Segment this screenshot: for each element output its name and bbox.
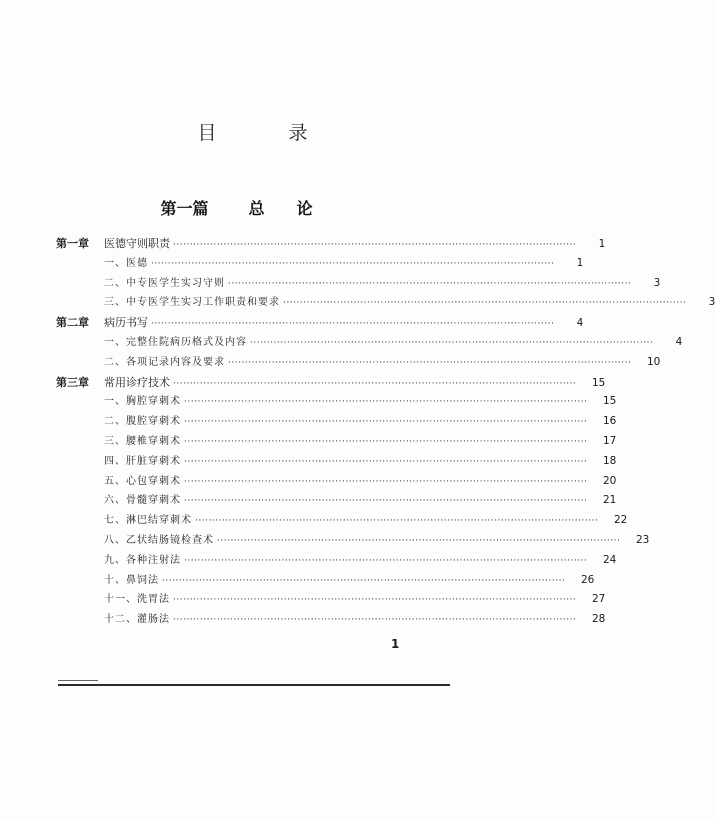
part-ordinal: 第一篇 bbox=[160, 199, 209, 218]
toc-page-number: 22 bbox=[613, 514, 628, 527]
toc-section-row bbox=[56, 353, 661, 373]
toc-page-number: 3 bbox=[708, 296, 715, 309]
footer-rule bbox=[58, 684, 450, 686]
toc-chapter-label: 第一章 bbox=[56, 237, 89, 250]
toc-chapter-label: 第三章 bbox=[56, 375, 89, 389]
toc-page-number: 16 bbox=[602, 415, 617, 428]
divider-short bbox=[58, 680, 98, 681]
toc-page-number: 28 bbox=[591, 613, 606, 626]
page-number: 1 bbox=[391, 637, 400, 651]
toc-section-row bbox=[56, 610, 606, 630]
heading-char-2: 录 bbox=[288, 122, 380, 144]
toc-leader-dots: ························································································································ bbox=[184, 496, 588, 507]
toc-section-row bbox=[56, 472, 617, 492]
toc-page-number: 15 bbox=[591, 376, 606, 389]
toc-page-number: 24 bbox=[602, 553, 617, 566]
toc-page-number: 10 bbox=[646, 355, 661, 368]
table-of-contents bbox=[56, 234, 715, 630]
toc-leader-dots: ························································································································ bbox=[250, 337, 654, 348]
toc-leader-dots: ························································································································ bbox=[228, 278, 632, 289]
toc-section-row bbox=[56, 551, 617, 571]
toc-entry-title: 三、腰椎穿刺术 bbox=[104, 435, 181, 447]
toc-entry-title: 二、各项记录内容及要求 bbox=[104, 356, 225, 368]
toc-entry-title: 九、各种注射法 bbox=[104, 554, 181, 566]
toc-chapter-label: 第二章 bbox=[56, 316, 89, 330]
toc-page-number: 21 bbox=[602, 494, 617, 507]
toc-leader-dots: ························································································································ bbox=[184, 397, 588, 408]
toc-page-number: 1 bbox=[598, 238, 606, 250]
toc-leader-dots: ························································································································ bbox=[173, 240, 577, 250]
part-title bbox=[0, 196, 505, 219]
toc-entry-title: 六、骨髓穿刺术 bbox=[104, 495, 181, 507]
toc-page-number: 27 bbox=[591, 593, 606, 606]
toc-section-row bbox=[56, 392, 617, 412]
toc-chapter-row bbox=[56, 373, 606, 393]
toc-entry-title: 病历书写 bbox=[104, 316, 148, 330]
toc-leader-dots: ························································································································ bbox=[173, 595, 577, 606]
toc-leader-dots: ························································································································ bbox=[184, 476, 588, 487]
page-heading bbox=[0, 118, 505, 145]
toc-leader-dots: ························································································································ bbox=[217, 535, 621, 546]
toc-section-row bbox=[56, 254, 584, 274]
toc-page-number: 17 bbox=[602, 434, 617, 447]
toc-section-row bbox=[56, 590, 606, 610]
toc-entry-title: 十、鼻饲法 bbox=[104, 574, 159, 586]
toc-page-number: 4 bbox=[576, 317, 584, 330]
heading-char-1: 目 bbox=[197, 122, 289, 144]
toc-page-number: 15 bbox=[602, 395, 617, 408]
toc-leader-dots: ························································································································ bbox=[173, 615, 577, 626]
toc-section-row bbox=[56, 452, 617, 472]
toc-section-row bbox=[56, 491, 617, 511]
toc-section-row bbox=[56, 293, 715, 313]
toc-entry-title: 十二、灌肠法 bbox=[104, 614, 170, 626]
toc-section-row bbox=[56, 274, 661, 294]
toc-page-number: 3 bbox=[653, 276, 661, 289]
toc-leader-dots: ························································································································ bbox=[228, 357, 632, 368]
toc-page-number: 26 bbox=[580, 573, 595, 586]
toc-leader-dots: ························································································································ bbox=[173, 378, 577, 389]
toc-entry-title: 一、胸腔穿刺术 bbox=[104, 396, 181, 408]
toc-leader-dots: ························································································································ bbox=[151, 319, 555, 330]
toc-entry-title: 一、医德 bbox=[104, 257, 148, 269]
toc-entry-title: 三、中专医学生实习工作职责和要求 bbox=[104, 297, 280, 309]
toc-leader-dots: ························································································································ bbox=[184, 456, 588, 467]
toc-leader-dots: ························································································································ bbox=[151, 258, 555, 269]
toc-leader-dots: ························································································································ bbox=[195, 516, 599, 527]
toc-entry-title: 十一、洗胃法 bbox=[104, 594, 170, 606]
toc-entry-title: 常用诊疗技术 bbox=[104, 375, 170, 389]
toc-entry-title: 五、心包穿刺术 bbox=[104, 475, 181, 487]
toc-leader-dots: ························································································································ bbox=[184, 417, 588, 428]
toc-section-row bbox=[56, 531, 650, 551]
toc-page-number: 1 bbox=[576, 256, 584, 269]
toc-leader-dots: ························································································································ bbox=[283, 298, 687, 309]
part-name: 总论 bbox=[248, 199, 345, 218]
toc-page-number: 4 bbox=[675, 335, 683, 348]
toc-section-row bbox=[56, 432, 617, 452]
toc-chapter-row bbox=[56, 313, 584, 333]
toc-leader-dots: ························································································································ bbox=[184, 555, 588, 566]
toc-page-number: 18 bbox=[602, 454, 617, 467]
toc-page-number: 20 bbox=[602, 474, 617, 487]
toc-entry-title: 二、腹腔穿刺术 bbox=[104, 416, 181, 428]
toc-entry-title: 七、淋巴结穿刺术 bbox=[104, 515, 192, 527]
toc-entry-title: 二、中专医学生实习守则 bbox=[104, 277, 225, 289]
toc-section-row bbox=[56, 511, 628, 531]
toc-section-row bbox=[56, 333, 683, 353]
toc-entry-title: 八、乙状结肠镜检查术 bbox=[104, 534, 214, 546]
toc-leader-dots: ························································································································ bbox=[162, 575, 566, 586]
toc-chapter-row bbox=[56, 234, 606, 254]
toc-section-row bbox=[56, 412, 617, 432]
toc-page-number: 23 bbox=[635, 533, 650, 546]
toc-leader-dots: ························································································································ bbox=[184, 436, 588, 447]
toc-entry-title: 医德守则职责 bbox=[104, 237, 170, 250]
toc-section-row bbox=[56, 571, 595, 591]
toc-entry-title: 一、完整住院病历格式及内容 bbox=[104, 336, 247, 348]
toc-entry-title: 四、肝脏穿刺术 bbox=[104, 455, 181, 467]
